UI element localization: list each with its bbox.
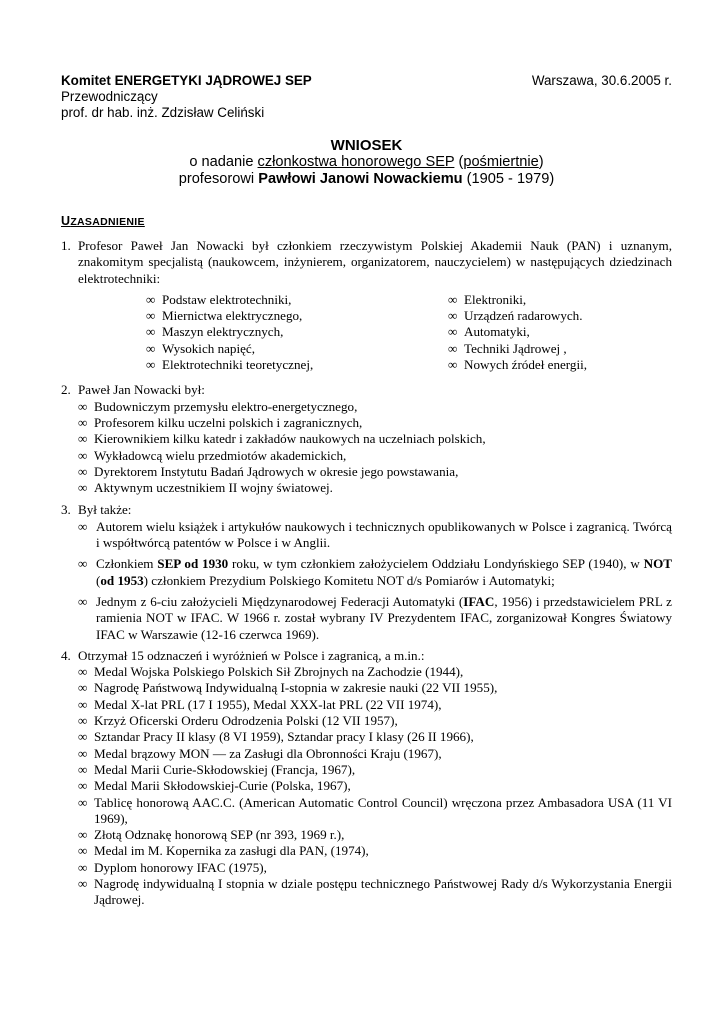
list-item xyxy=(78,556,672,589)
infinity-bullet-icon: ∞ xyxy=(146,324,156,340)
bullet-text: Dyplom honorowy IFAC (1975), xyxy=(94,859,267,875)
list-item xyxy=(78,519,672,552)
list-item xyxy=(78,827,672,843)
bullet-text: Jednym z 6-ciu założycieli Międzynarodowej Federacji Automatyki ( xyxy=(96,593,464,609)
infinity-bullet-icon: ∞ xyxy=(78,414,88,430)
list-item xyxy=(78,448,672,464)
bullet-text: roku, w tym członkiem założycielem Oddziału Londyńskiego SEP (1940), w xyxy=(228,556,644,572)
bullet-text: Członkiem xyxy=(96,556,158,572)
list-item xyxy=(78,697,672,713)
item-text: Paweł Jan Nowacki był: xyxy=(78,382,205,398)
bullet-text: Kierownikiem kilku katedr i zakładów naukowych na uczelniach polskich, xyxy=(94,431,486,447)
bullet-text: Medal im M. Kopernika za zasługi dla PAN, (1974), xyxy=(94,843,369,859)
infinity-bullet-icon: ∞ xyxy=(448,324,458,340)
list-item xyxy=(78,795,672,828)
list-item xyxy=(146,308,448,324)
honoree-name: Pawłowi Janowi Nowackiemu xyxy=(258,171,463,187)
list-item xyxy=(78,399,672,415)
infinity-bullet-icon: ∞ xyxy=(448,357,458,373)
roles-list xyxy=(78,399,672,497)
bullet-text: Maszyn elektrycznych, xyxy=(162,324,284,340)
bullet-text: Miernictwa elektrycznego, xyxy=(162,308,303,324)
bullet-text: Podstaw elektrotechniki, xyxy=(162,291,292,307)
infinity-bullet-icon: ∞ xyxy=(448,291,458,307)
fields-column-left xyxy=(146,292,448,373)
bullet-text: Profesorem kilku uczelni polskich i zagranicznych, xyxy=(94,414,363,430)
item-number: 3. xyxy=(61,502,71,518)
item-text: Profesor Paweł Jan Nowacki był członkiem rzeczywistym Polskiej Akademii Nauk (PAN) i uznanym, znakomitym specjalistą (naukowcem, inżynierem, organizatorem, nauczycielem) w następujących dziedzinach elektrotechniki: xyxy=(78,238,672,286)
bullet-text: Medal brązowy MON — za Zasługi dla Obronności Kraju (1967), xyxy=(94,745,442,761)
place-date: Warszawa, 30.6.2005 r. xyxy=(531,73,672,88)
bullet-text: Urządzeń radarowych. xyxy=(464,308,583,324)
infinity-bullet-icon: ∞ xyxy=(78,593,88,609)
bullet-text: Medal Wojska Polskiego Polskich Sił Zbrojnych na Zachodzie (1944), xyxy=(94,664,464,680)
bullet-text: Tablicę honorową AAC.C. (American Automatic Control Council) wręczona przez Ambasadora USA (11 VI 1969), xyxy=(94,794,672,826)
list-item xyxy=(448,357,648,373)
bullet-text: Nagrodę indywidualną I stopnia w dziale postępu technicznego Państwowej Rady d/s Wykorzystania Energii Jądrowej. xyxy=(94,875,672,908)
bullet-text: Sztandar Pracy II klasy (8 VI 1959), Sztandar pracy I klasy (26 II 1966), xyxy=(94,729,474,745)
infinity-bullet-icon: ∞ xyxy=(146,291,156,307)
infinity-bullet-icon: ∞ xyxy=(78,398,88,414)
list-item-4 xyxy=(61,648,672,909)
list-item xyxy=(78,415,672,431)
title-underlined-posthumous: pośmiertnie xyxy=(463,154,539,170)
infinity-bullet-icon: ∞ xyxy=(448,340,458,356)
list-item xyxy=(78,464,672,480)
bullet-text: Złotą Odznakę honorową SEP (nr 393, 1969 r.), xyxy=(94,827,345,843)
list-item xyxy=(78,664,672,680)
infinity-bullet-icon: ∞ xyxy=(78,843,88,859)
list-item xyxy=(146,324,448,340)
bullet-text: ( xyxy=(96,572,101,588)
fields-columns xyxy=(146,292,672,373)
infinity-bullet-icon: ∞ xyxy=(448,308,458,324)
infinity-bullet-icon: ∞ xyxy=(146,340,156,356)
title-underlined-membership: członkostwa honorowego SEP xyxy=(257,154,455,170)
list-item xyxy=(78,431,672,447)
list-item xyxy=(78,746,672,762)
infinity-bullet-icon: ∞ xyxy=(78,431,88,447)
title-block xyxy=(61,137,672,188)
bullet-text: Elektrotechniki teoretycznej, xyxy=(162,357,314,373)
bullet-text: Techniki Jądrowej , xyxy=(464,340,567,356)
infinity-bullet-icon: ∞ xyxy=(146,357,156,373)
infinity-bullet-icon: ∞ xyxy=(78,778,88,794)
list-item xyxy=(78,860,672,876)
bullet-text: Krzyż Oficerski Orderu Odrodzenia Polski (12 VII 1957), xyxy=(94,713,398,729)
title-line-3 xyxy=(61,171,672,188)
infinity-bullet-icon: ∞ xyxy=(78,447,88,463)
title-text: profesorowi xyxy=(178,171,259,187)
infinity-bullet-icon: ∞ xyxy=(78,680,88,696)
item-number: 4. xyxy=(61,647,71,663)
sender-name: prof. dr hab. inż. Zdzisław Celiński xyxy=(61,105,265,120)
achievements-list xyxy=(78,519,672,643)
infinity-bullet-icon: ∞ xyxy=(78,556,88,572)
bullet-text: Medal X-lat PRL (17 I 1955), Medal XXX-lat PRL (22 VII 1974), xyxy=(94,696,442,712)
title-text: ) xyxy=(538,154,544,170)
item-number: 1. xyxy=(61,238,71,253)
list-item xyxy=(78,762,672,778)
bullet-text: Medal Marii Skłodowskiej-Curie (Polska, 1967), xyxy=(94,778,351,794)
list-item-2 xyxy=(61,382,672,496)
list-item xyxy=(448,341,648,357)
list-item xyxy=(146,341,448,357)
infinity-bullet-icon: ∞ xyxy=(78,713,88,729)
item-text: Otrzymał 15 odznaczeń i wyróżnień w Polsce i zagranicą, a m.in.: xyxy=(78,647,425,663)
bullet-text: Nowych źródeł energii, xyxy=(464,357,588,373)
infinity-bullet-icon: ∞ xyxy=(78,518,88,534)
infinity-bullet-icon: ∞ xyxy=(78,696,88,712)
list-item xyxy=(78,876,672,909)
bullet-text: Autorem wielu książek i artykułów naukowych i technicznych opublikowanych w Polsce i zagranicą. Twórcą i współtwórcą patentów w Polsce i w Anglii. xyxy=(96,518,672,551)
section-heading xyxy=(61,214,145,228)
organization-name: Komitet ENERGETYKI JĄDROWEJ SEP xyxy=(61,73,312,88)
list-item xyxy=(78,480,672,496)
bullet-text: Automatyki, xyxy=(464,324,530,340)
document-title: WNIOSEK xyxy=(330,137,403,154)
list-item xyxy=(78,843,672,859)
list-item xyxy=(78,729,672,745)
infinity-bullet-icon: ∞ xyxy=(78,761,88,777)
list-item xyxy=(146,292,448,308)
infinity-bullet-icon: ∞ xyxy=(78,664,88,680)
bullet-text: Nagrodę Państwową Indywidualną I-stopnia w zakresie nauki (22 VII 1955), xyxy=(94,680,498,696)
title-text: o nadanie xyxy=(189,154,258,170)
section-heading-initial: U xyxy=(61,214,71,228)
bullet-text: ) członkiem Prezydium Polskiego Komitetu NOT d/s Pomiarów i Automatyki; xyxy=(143,572,555,588)
fields-column-right xyxy=(448,292,648,373)
list-item xyxy=(78,594,672,643)
list-item xyxy=(448,308,648,324)
infinity-bullet-icon: ∞ xyxy=(146,308,156,324)
infinity-bullet-icon: ∞ xyxy=(78,827,88,843)
bold-text: NOT xyxy=(643,556,672,572)
section-heading-rest: ZASADNIENIE xyxy=(70,216,145,228)
infinity-bullet-icon: ∞ xyxy=(78,875,88,891)
item-number: 2. xyxy=(61,382,71,398)
infinity-bullet-icon: ∞ xyxy=(78,745,88,761)
list-item xyxy=(78,778,672,794)
infinity-bullet-icon: ∞ xyxy=(78,729,88,745)
bold-text: IFAC xyxy=(463,593,495,609)
bold-text: SEP od 1930 xyxy=(157,556,229,572)
bold-text: od 1953 xyxy=(100,572,144,588)
list-item xyxy=(78,680,672,696)
infinity-bullet-icon: ∞ xyxy=(78,463,88,479)
list-item xyxy=(146,357,448,373)
spacer xyxy=(61,373,672,382)
title-line-2 xyxy=(61,154,672,171)
bullet-text: Wysokich napięć, xyxy=(162,340,256,356)
bullet-text: Aktywnym uczestnikiem II wojny światowej. xyxy=(94,480,333,496)
item-text: Był także: xyxy=(78,502,132,518)
infinity-bullet-icon: ∞ xyxy=(78,859,88,875)
awards-list xyxy=(78,664,672,908)
bullet-text: , 1956) i przedstawicielem PRL z ramienia NOT w IFAC. W 1966 r. został wybrany IV Prezydentem IFAC, zorganizował Kongres Światowy IFAC w Warszawie (12-16 czerwca 1969). xyxy=(96,593,672,642)
bullet-text: Dyrektorem Instytutu Badań Jądrowych w okresie jego powstawania, xyxy=(94,463,459,479)
infinity-bullet-icon: ∞ xyxy=(78,480,88,496)
title-text: ( xyxy=(454,154,464,170)
infinity-bullet-icon: ∞ xyxy=(78,794,88,810)
bullet-text: Wykładowcą wielu przedmiotów akademickich, xyxy=(94,447,347,463)
bullet-text: Elektroniki, xyxy=(464,291,527,307)
letterhead xyxy=(61,73,312,121)
list-item xyxy=(78,713,672,729)
bullet-text: Medal Marii Curie-Skłodowskiej (Francja, 1967), xyxy=(94,761,356,777)
sender-role: Przewodniczący xyxy=(61,89,158,104)
list-item-3 xyxy=(61,502,672,642)
bullet-text: Budowniczym przemysłu elektro-energetycznego, xyxy=(94,398,358,414)
list-item xyxy=(448,292,648,308)
list-item xyxy=(448,324,648,340)
title-text: (1905 - 1979) xyxy=(462,171,555,187)
list-item-1 xyxy=(61,238,672,373)
document-body xyxy=(61,238,672,909)
